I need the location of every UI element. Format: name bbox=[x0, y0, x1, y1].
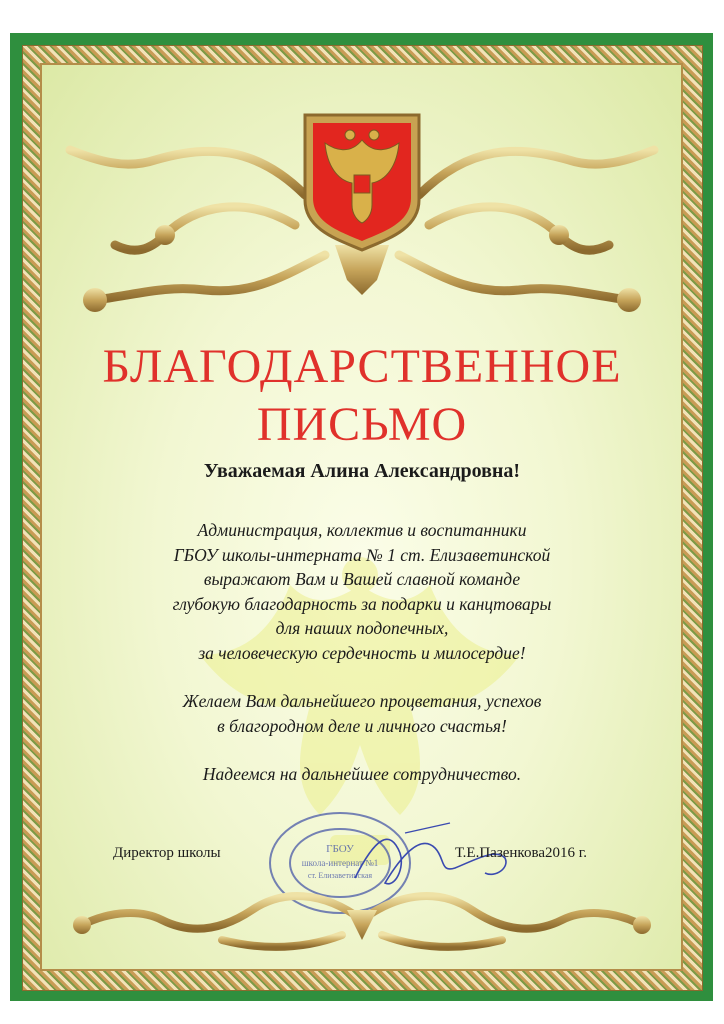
footer-ornament-icon bbox=[62, 880, 662, 960]
body-line: ГБОУ школы-интерната № 1 ст. Елизаветинской bbox=[173, 544, 551, 565]
title-line-1: БЛАГОДАРСТВЕННОЕ bbox=[102, 340, 622, 393]
closing-line: Надеемся на дальнейшее сотрудничество. bbox=[202, 764, 522, 784]
greeting: Уважаемая Алина Александровна! bbox=[203, 460, 521, 482]
director-name-date: Т.Е.Пазенкова2016 г. bbox=[455, 845, 587, 861]
body-line: Администрация, коллектив и воспитанники bbox=[197, 520, 527, 540]
body-line: выражают Вам и Вашей славной команде bbox=[203, 569, 521, 589]
stamp-line: ст. Елизаветинская bbox=[307, 871, 373, 880]
stamp-line: школа-интернат №1 bbox=[301, 858, 379, 868]
title-line-2: ПИСЬМО bbox=[256, 398, 468, 451]
body-line: Желаем Вам дальнейшего процветания, успехов bbox=[182, 691, 542, 711]
document-title bbox=[0, 338, 724, 454]
body-line: для наших подопечных, bbox=[275, 618, 449, 638]
stamp-line: ГБОУ bbox=[326, 843, 354, 855]
body-line: в благородном деле и личного счастья! bbox=[217, 715, 507, 736]
letter-body bbox=[0, 518, 724, 787]
body-line: за человеческую сердечность и милосердие! bbox=[198, 642, 526, 663]
emblem-shield bbox=[305, 115, 419, 250]
header-ornament-icon bbox=[55, 105, 669, 320]
body-line: глубокую благодарность за подарки и канцтовары bbox=[172, 593, 552, 614]
director-label: Директор школы bbox=[113, 845, 221, 861]
